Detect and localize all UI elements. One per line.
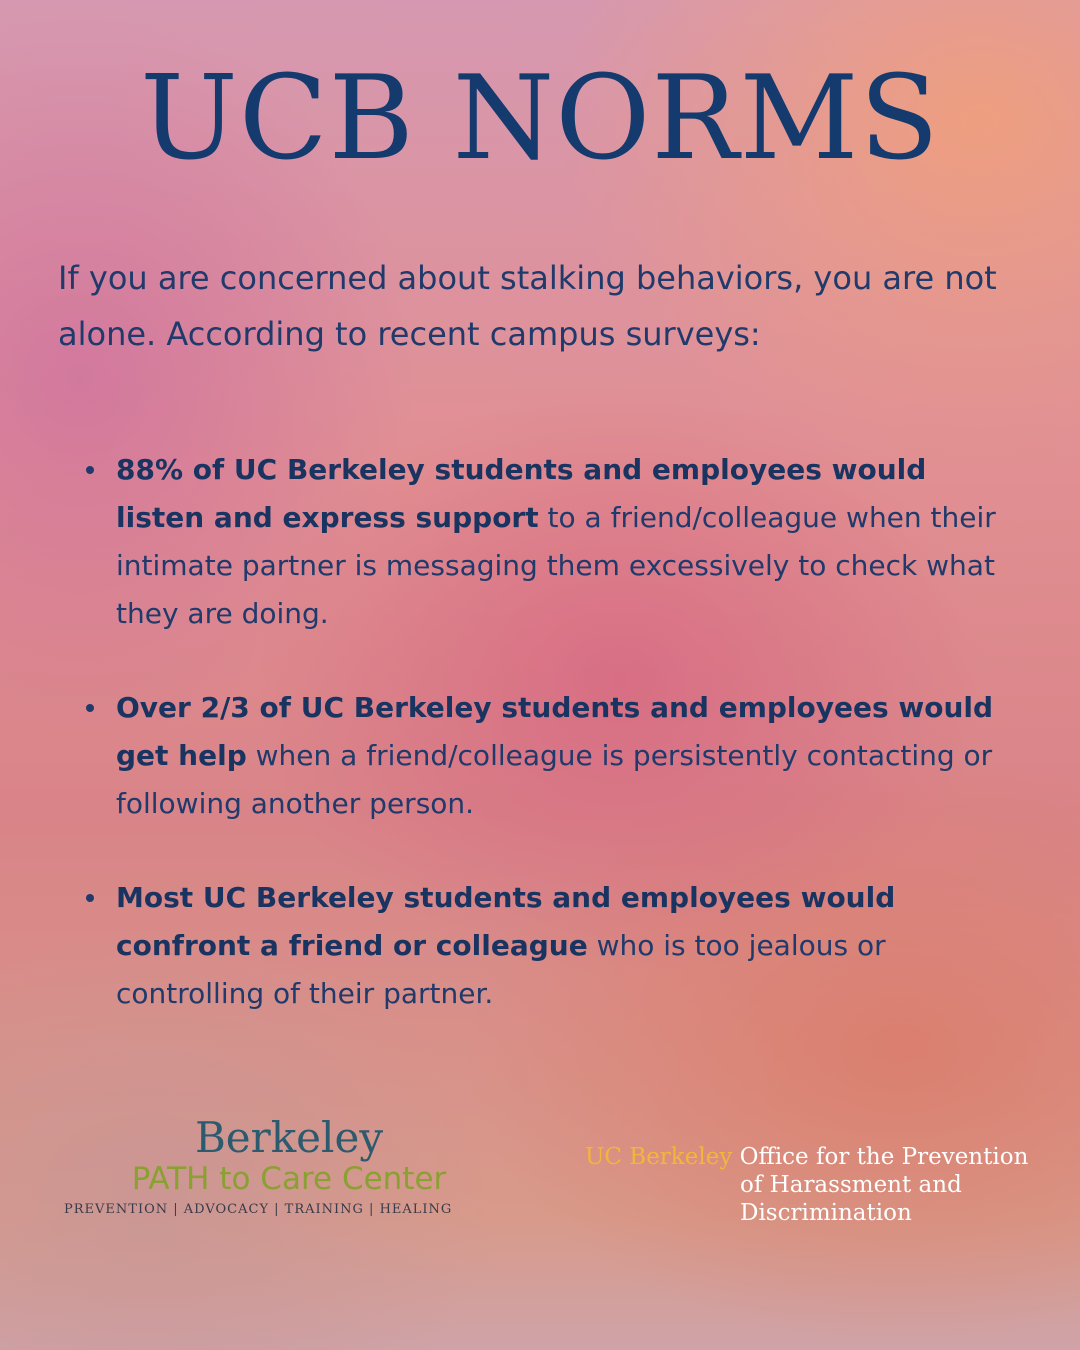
list-item [84,446,1004,638]
ophd-line-1 [585,1143,1045,1171]
berkeley-wordmark: Berkeley [194,1113,384,1162]
survey-findings-list [84,446,1004,1064]
office-name-part-2: of Harassment and [740,1172,962,1198]
page-title: UCB NORMS [140,51,940,186]
bullet-dot-icon [86,466,94,474]
bullet-dot-icon [86,894,94,902]
office-name-part-1: Office for the Prevention [732,1144,1029,1170]
finding-detail: who is too jealous or controlling of their partner. [116,929,886,1010]
ophd-logo [585,1143,1045,1227]
list-item [84,874,1004,1018]
finding-highlight: 88% of UC Berkeley students and employees would listen and express support [116,453,927,534]
path-to-care-logo [64,1115,494,1217]
path-to-care-name: PATH to Care Center [131,1161,447,1198]
office-name-part-3: Discrimination [740,1200,912,1226]
list-item [84,684,1004,828]
finding-highlight: Most UC Berkeley students and employees would confront a friend or colleague [116,881,896,962]
uc-berkeley-wordmark: UC Berkeley [585,1144,733,1170]
finding-detail: to a friend/colleague when their intimate partner is messaging them excessively to check what they are doing. [116,501,996,630]
bullet-dot-icon [86,704,94,712]
intro-text: If you are concerned about stalking behaviors, you are not alone. According to recent campus surveys: [58,259,997,353]
finding-highlight: Over 2/3 of UC Berkeley students and employees would get help [116,691,994,772]
path-to-care-pillars: PREVENTION | ADVOCACY | TRAINING | HEALING [64,1202,453,1218]
finding-detail: when a friend/colleague is persistently contacting or following another person. [116,739,993,820]
